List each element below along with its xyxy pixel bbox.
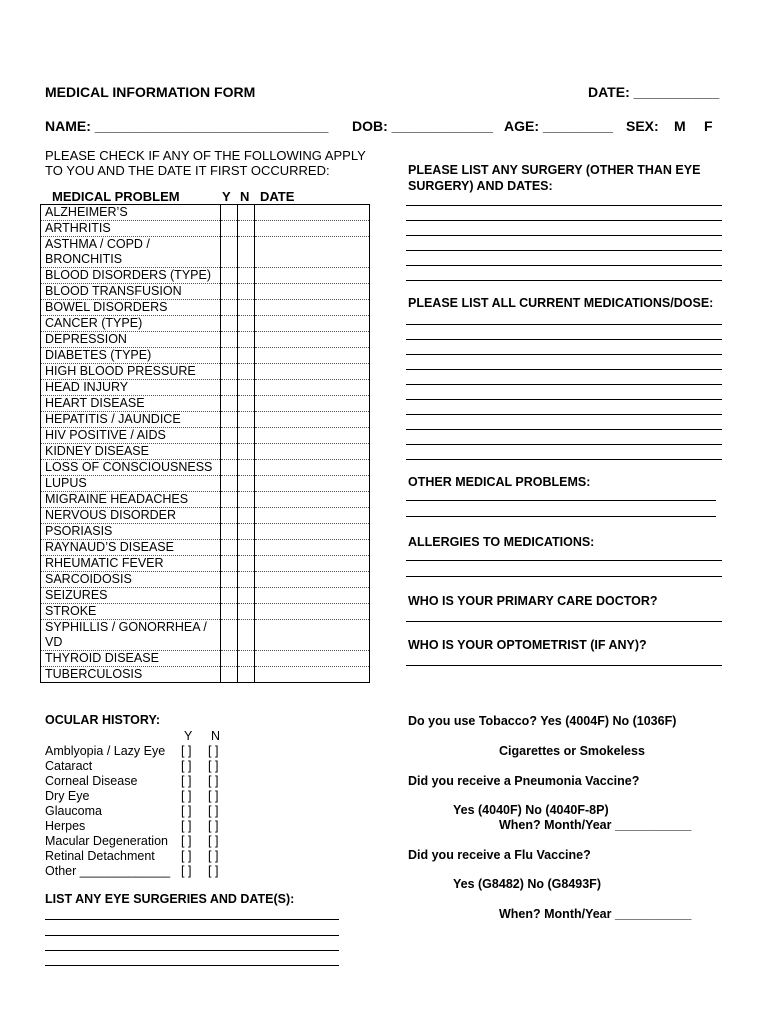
col-header-n: N (240, 189, 250, 204)
no-checkbox[interactable] (238, 348, 255, 364)
table-row (41, 620, 370, 651)
yes-checkbox[interactable] (221, 316, 238, 332)
table-row (41, 460, 370, 476)
ocular-yes-checkbox[interactable]: [ ] (181, 759, 192, 773)
date-cell[interactable] (255, 444, 370, 460)
yes-checkbox[interactable] (221, 492, 238, 508)
date-cell[interactable] (255, 300, 370, 316)
no-checkbox[interactable] (238, 221, 255, 237)
ocular-yes-checkbox[interactable]: [ ] (181, 864, 192, 878)
yes-checkbox[interactable] (221, 300, 238, 316)
date-cell[interactable] (255, 237, 370, 268)
other-problems-question: OTHER MEDICAL PROBLEMS: (408, 475, 591, 489)
yes-checkbox[interactable] (221, 364, 238, 380)
no-checkbox[interactable] (238, 284, 255, 300)
age-field[interactable]: AGE: _________ (504, 118, 613, 134)
no-checkbox[interactable] (238, 540, 255, 556)
yes-checkbox[interactable] (221, 588, 238, 604)
no-checkbox[interactable] (238, 651, 255, 667)
problem-label: ASTHMA / COPD / BRONCHITIS (41, 237, 221, 268)
yes-checkbox[interactable] (221, 620, 238, 651)
table-row (41, 348, 370, 364)
problem-label: LOSS OF CONSCIOUSNESS (41, 460, 221, 476)
date-cell[interactable] (255, 396, 370, 412)
problem-label: BLOOD TRANSFUSION (41, 284, 221, 300)
date-cell[interactable] (255, 651, 370, 667)
table-row (41, 667, 370, 683)
yes-checkbox[interactable] (221, 221, 238, 237)
ocular-item (45, 789, 219, 803)
ocular-item-label: Other _____________ (45, 864, 171, 878)
yes-checkbox[interactable] (221, 540, 238, 556)
ocular-item-label: Macular Degeneration (45, 834, 168, 848)
tobacco-type[interactable]: Cigarettes or Smokeless (499, 744, 645, 758)
tobacco-question[interactable]: Do you use Tobacco? Yes (4004F) No (1036F) (408, 714, 677, 728)
medical-problems-table (40, 204, 370, 683)
surgery-line-5[interactable] (406, 265, 722, 266)
date-cell[interactable] (255, 412, 370, 428)
instructions-line-2: TO YOU AND THE DATE IT FIRST OCCURRED: (45, 163, 330, 178)
surgery-question-line-1: PLEASE LIST ANY SURGERY (OTHER THAN EYE (408, 163, 701, 177)
table-row (41, 428, 370, 444)
date-cell[interactable] (255, 620, 370, 651)
ocular-no-checkbox[interactable]: [ ] (208, 804, 219, 818)
eye-surgeries-question: LIST ANY EYE SURGERIES AND DATE(S): (45, 892, 295, 906)
no-checkbox[interactable] (238, 524, 255, 540)
surgery-line-4[interactable] (406, 250, 722, 251)
name-field[interactable]: NAME: ______________________________ (45, 118, 329, 134)
ocular-no-checkbox[interactable]: [ ] (208, 744, 219, 758)
yes-checkbox[interactable] (221, 268, 238, 284)
medication-line-4[interactable] (406, 369, 722, 370)
yes-checkbox[interactable] (221, 460, 238, 476)
no-checkbox[interactable] (238, 316, 255, 332)
problem-label: SYPHILLIS / GONORRHEA / VD (41, 620, 221, 651)
yes-checkbox[interactable] (221, 237, 238, 268)
table-row (41, 396, 370, 412)
col-header-problem: MEDICAL PROBLEM (52, 189, 180, 204)
problem-label: ALZHEIMER’S (41, 205, 221, 221)
sex-option-f[interactable]: F (704, 118, 713, 134)
problem-label: DEPRESSION (41, 332, 221, 348)
table-row (41, 268, 370, 284)
medication-line-8[interactable] (406, 429, 722, 430)
problem-label: HEAD INJURY (41, 380, 221, 396)
medication-line-3[interactable] (406, 354, 722, 355)
no-checkbox[interactable] (238, 396, 255, 412)
surgery-line-6[interactable] (406, 280, 722, 281)
date-cell[interactable] (255, 604, 370, 620)
ocular-item-label: Glaucoma (45, 804, 102, 818)
ocular-item-label: Amblyopia / Lazy Eye (45, 744, 166, 758)
ocular-item (45, 774, 219, 788)
problem-label: RAYNAUD’S DISEASE (41, 540, 221, 556)
other-problems-line-2[interactable] (406, 516, 716, 517)
table-row (41, 300, 370, 316)
date-cell[interactable] (255, 588, 370, 604)
no-checkbox[interactable] (238, 268, 255, 284)
medication-line-6[interactable] (406, 399, 722, 400)
no-checkbox[interactable] (238, 332, 255, 348)
problem-label: NERVOUS DISORDER (41, 508, 221, 524)
date-cell[interactable] (255, 667, 370, 683)
medication-line-2[interactable] (406, 339, 722, 340)
medication-line-10[interactable] (406, 459, 722, 460)
table-row (41, 604, 370, 620)
date-cell[interactable] (255, 428, 370, 444)
eye-surgery-line-3[interactable] (45, 950, 339, 951)
ocular-item (45, 744, 219, 758)
no-checkbox[interactable] (238, 588, 255, 604)
yes-checkbox[interactable] (221, 412, 238, 428)
yes-checkbox[interactable] (221, 428, 238, 444)
ocular-no-checkbox[interactable]: [ ] (208, 789, 219, 803)
yes-checkbox[interactable] (221, 508, 238, 524)
table-row (41, 364, 370, 380)
yes-checkbox[interactable] (221, 380, 238, 396)
date-cell[interactable] (255, 492, 370, 508)
no-checkbox[interactable] (238, 364, 255, 380)
problem-label: LUPUS (41, 476, 221, 492)
flu-options[interactable]: Yes (G8482) No (G8493F) (453, 877, 601, 891)
allergies-line-2[interactable] (406, 576, 722, 577)
ocular-item (45, 759, 219, 773)
problem-label: HEPATITIS / JAUNDICE (41, 412, 221, 428)
ocular-no-checkbox[interactable]: [ ] (208, 819, 219, 833)
date-cell[interactable] (255, 540, 370, 556)
problem-label: CANCER (TYPE) (41, 316, 221, 332)
table-row (41, 221, 370, 237)
ocular-item-label: Retinal Detachment (45, 849, 155, 863)
table-row (41, 237, 370, 268)
no-checkbox[interactable] (238, 380, 255, 396)
no-checkbox[interactable] (238, 460, 255, 476)
problem-label: BOWEL DISORDERS (41, 300, 221, 316)
no-checkbox[interactable] (238, 492, 255, 508)
no-checkbox[interactable] (238, 300, 255, 316)
problem-label: RHEUMATIC FEVER (41, 556, 221, 572)
primary-doctor-question: WHO IS YOUR PRIMARY CARE DOCTOR? (408, 594, 658, 608)
problem-label: DIABETES (TYPE) (41, 348, 221, 364)
ocular-no-checkbox[interactable]: [ ] (208, 864, 219, 878)
problem-label: HIGH BLOOD PRESSURE (41, 364, 221, 380)
table-row (41, 284, 370, 300)
date-cell[interactable] (255, 572, 370, 588)
pneumonia-options[interactable]: Yes (4040F) No (4040F-8P) (453, 803, 609, 817)
table-row (41, 508, 370, 524)
table-row (41, 412, 370, 428)
ocular-item-label: Dry Eye (45, 789, 90, 803)
table-row (41, 540, 370, 556)
sex-option-m[interactable]: M (674, 118, 686, 134)
date-cell[interactable] (255, 221, 370, 237)
ocular-item-label: Cataract (45, 759, 93, 773)
date-cell[interactable] (255, 476, 370, 492)
yes-checkbox[interactable] (221, 284, 238, 300)
problem-label: ARTHRITIS (41, 221, 221, 237)
form-title: MEDICAL INFORMATION FORM (45, 84, 256, 100)
no-checkbox[interactable] (238, 667, 255, 683)
problem-label: SEIZURES (41, 588, 221, 604)
date-cell[interactable] (255, 508, 370, 524)
date-cell[interactable] (255, 524, 370, 540)
ocular-item (45, 804, 219, 818)
date-cell[interactable] (255, 556, 370, 572)
ocular-item-label: Herpes (45, 819, 86, 833)
medication-line-5[interactable] (406, 384, 722, 385)
ocular-yes-checkbox[interactable]: [ ] (181, 849, 192, 863)
table-row (41, 572, 370, 588)
table-row (41, 316, 370, 332)
surgery-line-2[interactable] (406, 220, 722, 221)
ocular-item (45, 864, 219, 878)
sex-label: SEX: (626, 118, 659, 134)
ocular-history-title: OCULAR HISTORY: (45, 713, 161, 727)
date-cell[interactable] (255, 205, 370, 221)
pneumonia-when[interactable]: When? Month/Year ___________ (499, 818, 692, 832)
other-problems-line-1[interactable] (406, 500, 716, 501)
problem-label: STROKE (41, 604, 221, 620)
eye-surgery-line-2[interactable] (45, 935, 339, 936)
no-checkbox[interactable] (238, 556, 255, 572)
ocular-no-checkbox[interactable]: [ ] (208, 849, 219, 863)
no-checkbox[interactable] (238, 476, 255, 492)
no-checkbox[interactable] (238, 620, 255, 651)
table-row (41, 380, 370, 396)
optometrist-line[interactable] (406, 665, 722, 666)
date-cell[interactable] (255, 316, 370, 332)
table-row (41, 588, 370, 604)
no-checkbox[interactable] (238, 428, 255, 444)
table-row (41, 444, 370, 460)
table-row (41, 476, 370, 492)
problem-label: TUBERCULOSIS (41, 667, 221, 683)
medications-question: PLEASE LIST ALL CURRENT MEDICATIONS/DOSE: (408, 296, 714, 310)
yes-checkbox[interactable] (221, 667, 238, 683)
ocular-col-n: N (211, 729, 221, 743)
ocular-yes-checkbox[interactable]: [ ] (181, 774, 192, 788)
yes-checkbox[interactable] (221, 556, 238, 572)
date-cell[interactable] (255, 364, 370, 380)
flu-question: Did you receive a Flu Vaccine? (408, 848, 591, 862)
ocular-item (45, 849, 219, 863)
yes-checkbox[interactable] (221, 205, 238, 221)
yes-checkbox[interactable] (221, 572, 238, 588)
primary-doctor-line[interactable] (406, 621, 722, 622)
yes-checkbox[interactable] (221, 476, 238, 492)
dob-field[interactable]: DOB: _____________ (352, 118, 493, 134)
no-checkbox[interactable] (238, 412, 255, 428)
yes-checkbox[interactable] (221, 348, 238, 364)
table-row (41, 332, 370, 348)
surgery-line-3[interactable] (406, 235, 722, 236)
instructions-line-1: PLEASE CHECK IF ANY OF THE FOLLOWING APPLY (45, 148, 366, 163)
date-cell[interactable] (255, 284, 370, 300)
flu-when[interactable]: When? Month/Year ___________ (499, 907, 692, 921)
ocular-item-label: Corneal Disease (45, 774, 138, 788)
medication-line-1[interactable] (406, 324, 722, 325)
table-row (41, 556, 370, 572)
problem-label: HEART DISEASE (41, 396, 221, 412)
date-cell[interactable] (255, 380, 370, 396)
date-cell[interactable] (255, 460, 370, 476)
no-checkbox[interactable] (238, 237, 255, 268)
ocular-col-y: Y (184, 729, 193, 743)
ocular-yes-checkbox[interactable]: [ ] (181, 789, 192, 803)
yes-checkbox[interactable] (221, 332, 238, 348)
medication-line-9[interactable] (406, 444, 722, 445)
date-cell[interactable] (255, 268, 370, 284)
table-row (41, 492, 370, 508)
no-checkbox[interactable] (238, 444, 255, 460)
ocular-yes-checkbox[interactable]: [ ] (181, 819, 192, 833)
date-cell[interactable] (255, 332, 370, 348)
yes-checkbox[interactable] (221, 444, 238, 460)
problem-label: BLOOD DISORDERS (TYPE) (41, 268, 221, 284)
ocular-no-checkbox[interactable]: [ ] (208, 759, 219, 773)
no-checkbox[interactable] (238, 572, 255, 588)
yes-checkbox[interactable] (221, 524, 238, 540)
ocular-item (45, 834, 219, 848)
eye-surgery-line-1[interactable] (45, 919, 339, 920)
eye-surgery-line-4[interactable] (45, 965, 339, 966)
date-field[interactable]: DATE: ___________ (588, 84, 720, 100)
problem-label: PSORIASIS (41, 524, 221, 540)
no-checkbox[interactable] (238, 604, 255, 620)
problem-label: HIV POSITIVE / AIDS (41, 428, 221, 444)
problem-label: MIGRAINE HEADACHES (41, 492, 221, 508)
yes-checkbox[interactable] (221, 396, 238, 412)
optometrist-question: WHO IS YOUR OPTOMETRIST (IF ANY)? (408, 638, 647, 652)
ocular-item (45, 819, 219, 833)
problem-label: SARCOIDOSIS (41, 572, 221, 588)
allergies-question: ALLERGIES TO MEDICATIONS: (408, 535, 595, 549)
surgery-question-line-2: SURGERY) AND DATES: (408, 179, 553, 193)
no-checkbox[interactable] (238, 508, 255, 524)
no-checkbox[interactable] (238, 205, 255, 221)
yes-checkbox[interactable] (221, 651, 238, 667)
yes-checkbox[interactable] (221, 604, 238, 620)
table-row (41, 651, 370, 667)
allergies-line-1[interactable] (406, 560, 722, 561)
problem-label: KIDNEY DISEASE (41, 444, 221, 460)
col-header-date: DATE (260, 189, 295, 204)
table-row (41, 524, 370, 540)
problem-label: THYROID DISEASE (41, 651, 221, 667)
date-cell[interactable] (255, 348, 370, 364)
medication-line-7[interactable] (406, 414, 722, 415)
table-row (41, 205, 370, 221)
surgery-line-1[interactable] (406, 205, 722, 206)
pneumonia-question: Did you receive a Pneumonia Vaccine? (408, 774, 640, 788)
col-header-y: Y (222, 189, 231, 204)
ocular-yes-checkbox[interactable]: [ ] (181, 834, 192, 848)
ocular-yes-checkbox[interactable]: [ ] (181, 804, 192, 818)
ocular-no-checkbox[interactable]: [ ] (208, 834, 219, 848)
ocular-no-checkbox[interactable]: [ ] (208, 774, 219, 788)
ocular-yes-checkbox[interactable]: [ ] (181, 744, 192, 758)
